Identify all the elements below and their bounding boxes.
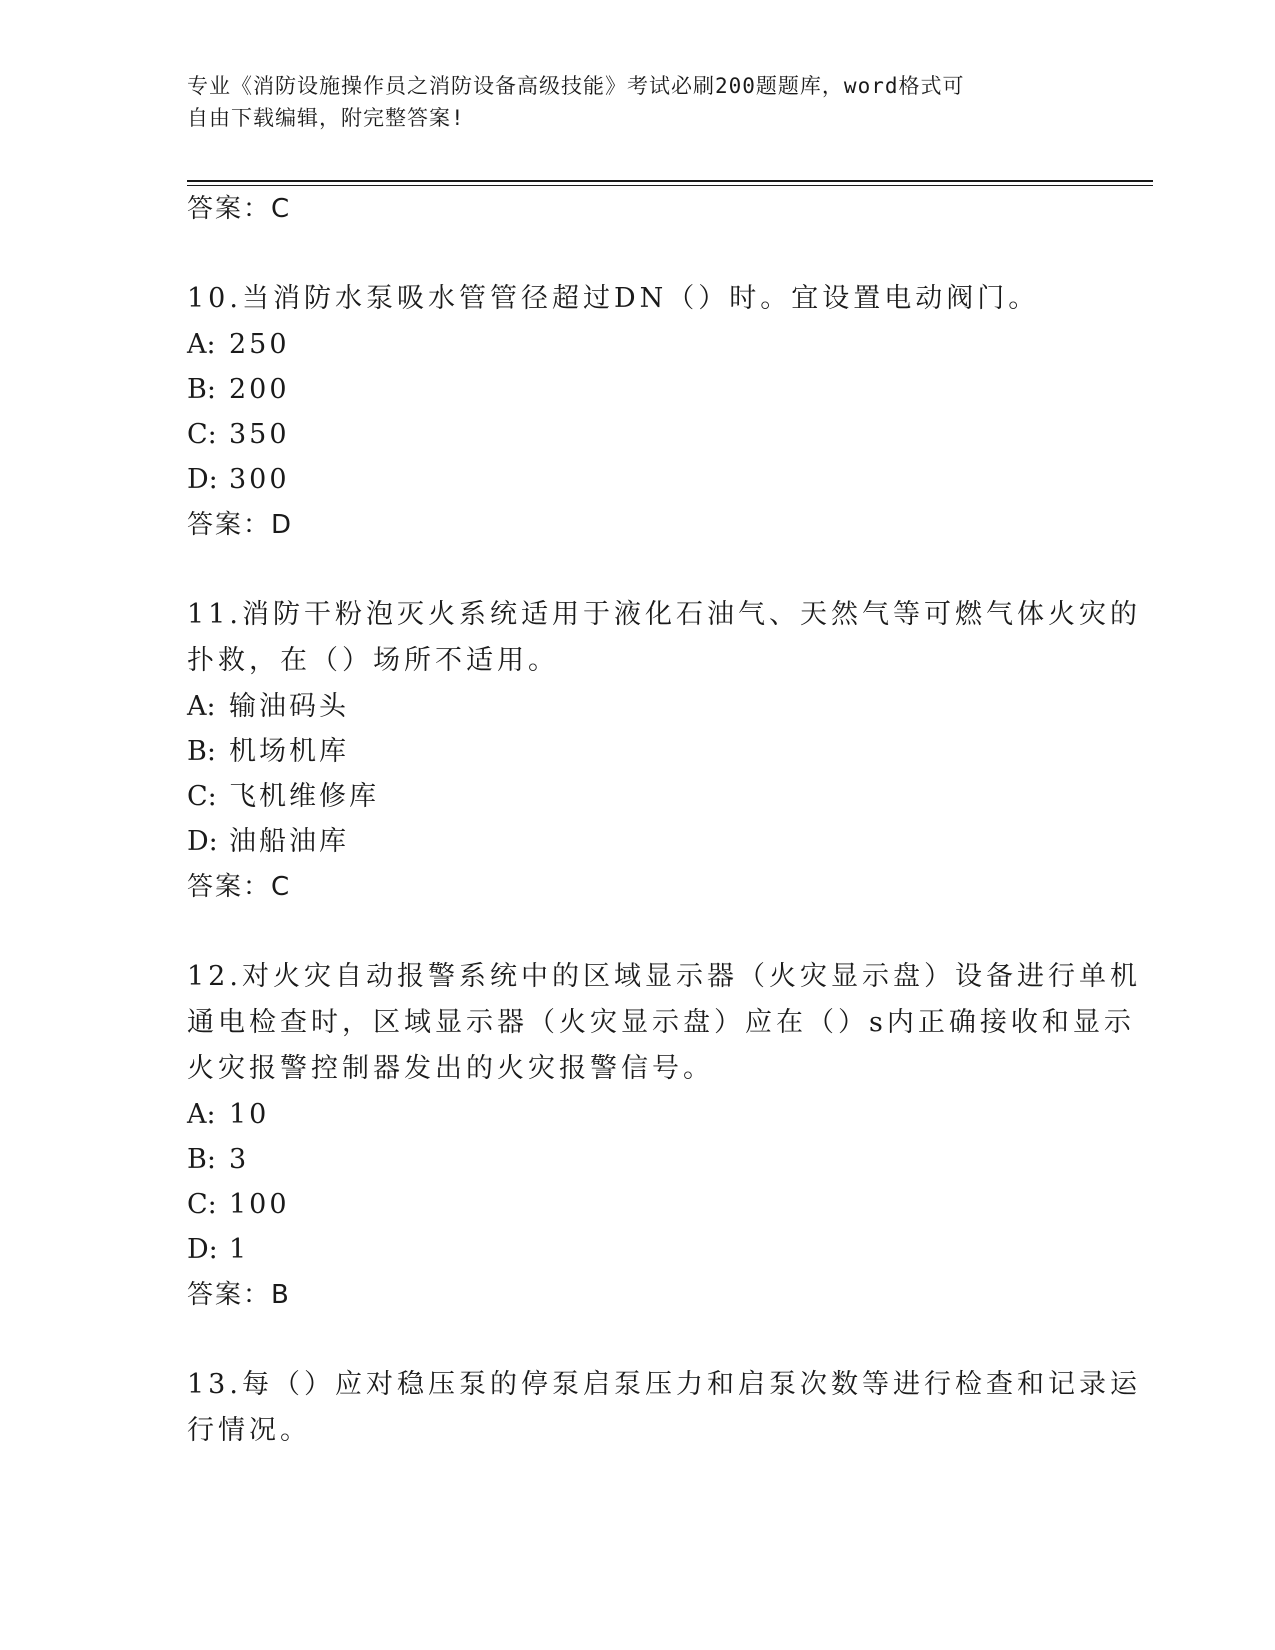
- option-c: [187, 774, 1087, 819]
- question-text: 火灾报警控制器发出的火灾报警信号。: [187, 1053, 714, 1084]
- question-text: 扑救，在（）场所不适用。: [187, 645, 559, 676]
- spacer: [187, 910, 1087, 954]
- option-d: [187, 819, 1087, 864]
- question-text: 12.对火灾自动报警系统中的区域显示器（火灾显示盘）设备进行单机: [187, 961, 1141, 992]
- option-key: D:: [187, 464, 218, 495]
- option-text: 300: [229, 464, 290, 495]
- option-a: [187, 322, 1087, 367]
- option-key: B:: [187, 1144, 216, 1175]
- option-d: [187, 1227, 1087, 1272]
- option-key: B:: [187, 736, 216, 767]
- option-key: A:: [187, 329, 216, 360]
- question-list: [187, 186, 1141, 1454]
- header-line-2: 自由下载编辑，附完整答案!: [187, 106, 465, 130]
- option-key: B:: [187, 374, 216, 405]
- option-text: 200: [229, 374, 290, 405]
- option-text: 3: [229, 1144, 250, 1175]
- option-d: [187, 457, 1087, 502]
- answer: 答案：D: [187, 510, 294, 540]
- option-text: 油船油库: [229, 826, 349, 857]
- question-text: 11.消防干粉泡灭火系统适用于液化石油气、天然气等可燃气体火灾的: [187, 599, 1141, 630]
- option-b: [187, 729, 1087, 774]
- spacer: [187, 232, 1087, 276]
- option-key: A:: [187, 1099, 216, 1130]
- option-a: [187, 684, 1087, 729]
- document-header: [187, 70, 1067, 134]
- option-a: [187, 1092, 1087, 1137]
- option-b: [187, 1137, 1087, 1182]
- spacer: [187, 548, 1087, 592]
- option-text: 100: [229, 1189, 290, 1220]
- option-text: 1: [229, 1234, 250, 1265]
- question-text: 通电检查时，区域显示器（火灾显示盘）应在（）s内正确接收和显示: [187, 1007, 1135, 1038]
- option-c: [187, 1182, 1087, 1227]
- option-key: C:: [187, 419, 217, 450]
- option-text: 飞机维修库: [229, 781, 379, 812]
- header-divider-thick: [187, 180, 1153, 182]
- question-12: [187, 954, 1141, 1318]
- spacer: [187, 1318, 1087, 1362]
- question-text: 10.当消防水泵吸水管管径超过DN（）时。宜设置电动阀门。: [187, 283, 1040, 314]
- option-text: 250: [229, 329, 290, 360]
- header-line-1: 专业《消防设施操作员之消防设备高级技能》考试必刷200题题库，word格式可: [187, 74, 965, 98]
- option-text: 10: [229, 1099, 270, 1130]
- question-text: 行情况。: [187, 1415, 311, 1446]
- option-key: A:: [187, 691, 216, 722]
- option-key: C:: [187, 781, 217, 812]
- question-13: [187, 1362, 1141, 1454]
- option-text: 350: [229, 419, 290, 450]
- option-text: 机场机库: [229, 736, 349, 767]
- answer: 答案：B: [187, 1280, 291, 1310]
- option-key: D:: [187, 826, 218, 857]
- answer: 答案：C: [187, 872, 292, 902]
- option-key: C:: [187, 1189, 217, 1220]
- option-text: 输油码头: [229, 691, 349, 722]
- option-key: D:: [187, 1234, 218, 1265]
- question-text: 13.每（）应对稳压泵的停泵启泵压力和启泵次数等进行检查和记录运: [187, 1369, 1141, 1400]
- previous-answer: 答案：C: [187, 194, 292, 224]
- option-b: [187, 367, 1087, 412]
- question-11: [187, 592, 1141, 910]
- option-c: [187, 412, 1087, 457]
- question-10: [187, 276, 1087, 548]
